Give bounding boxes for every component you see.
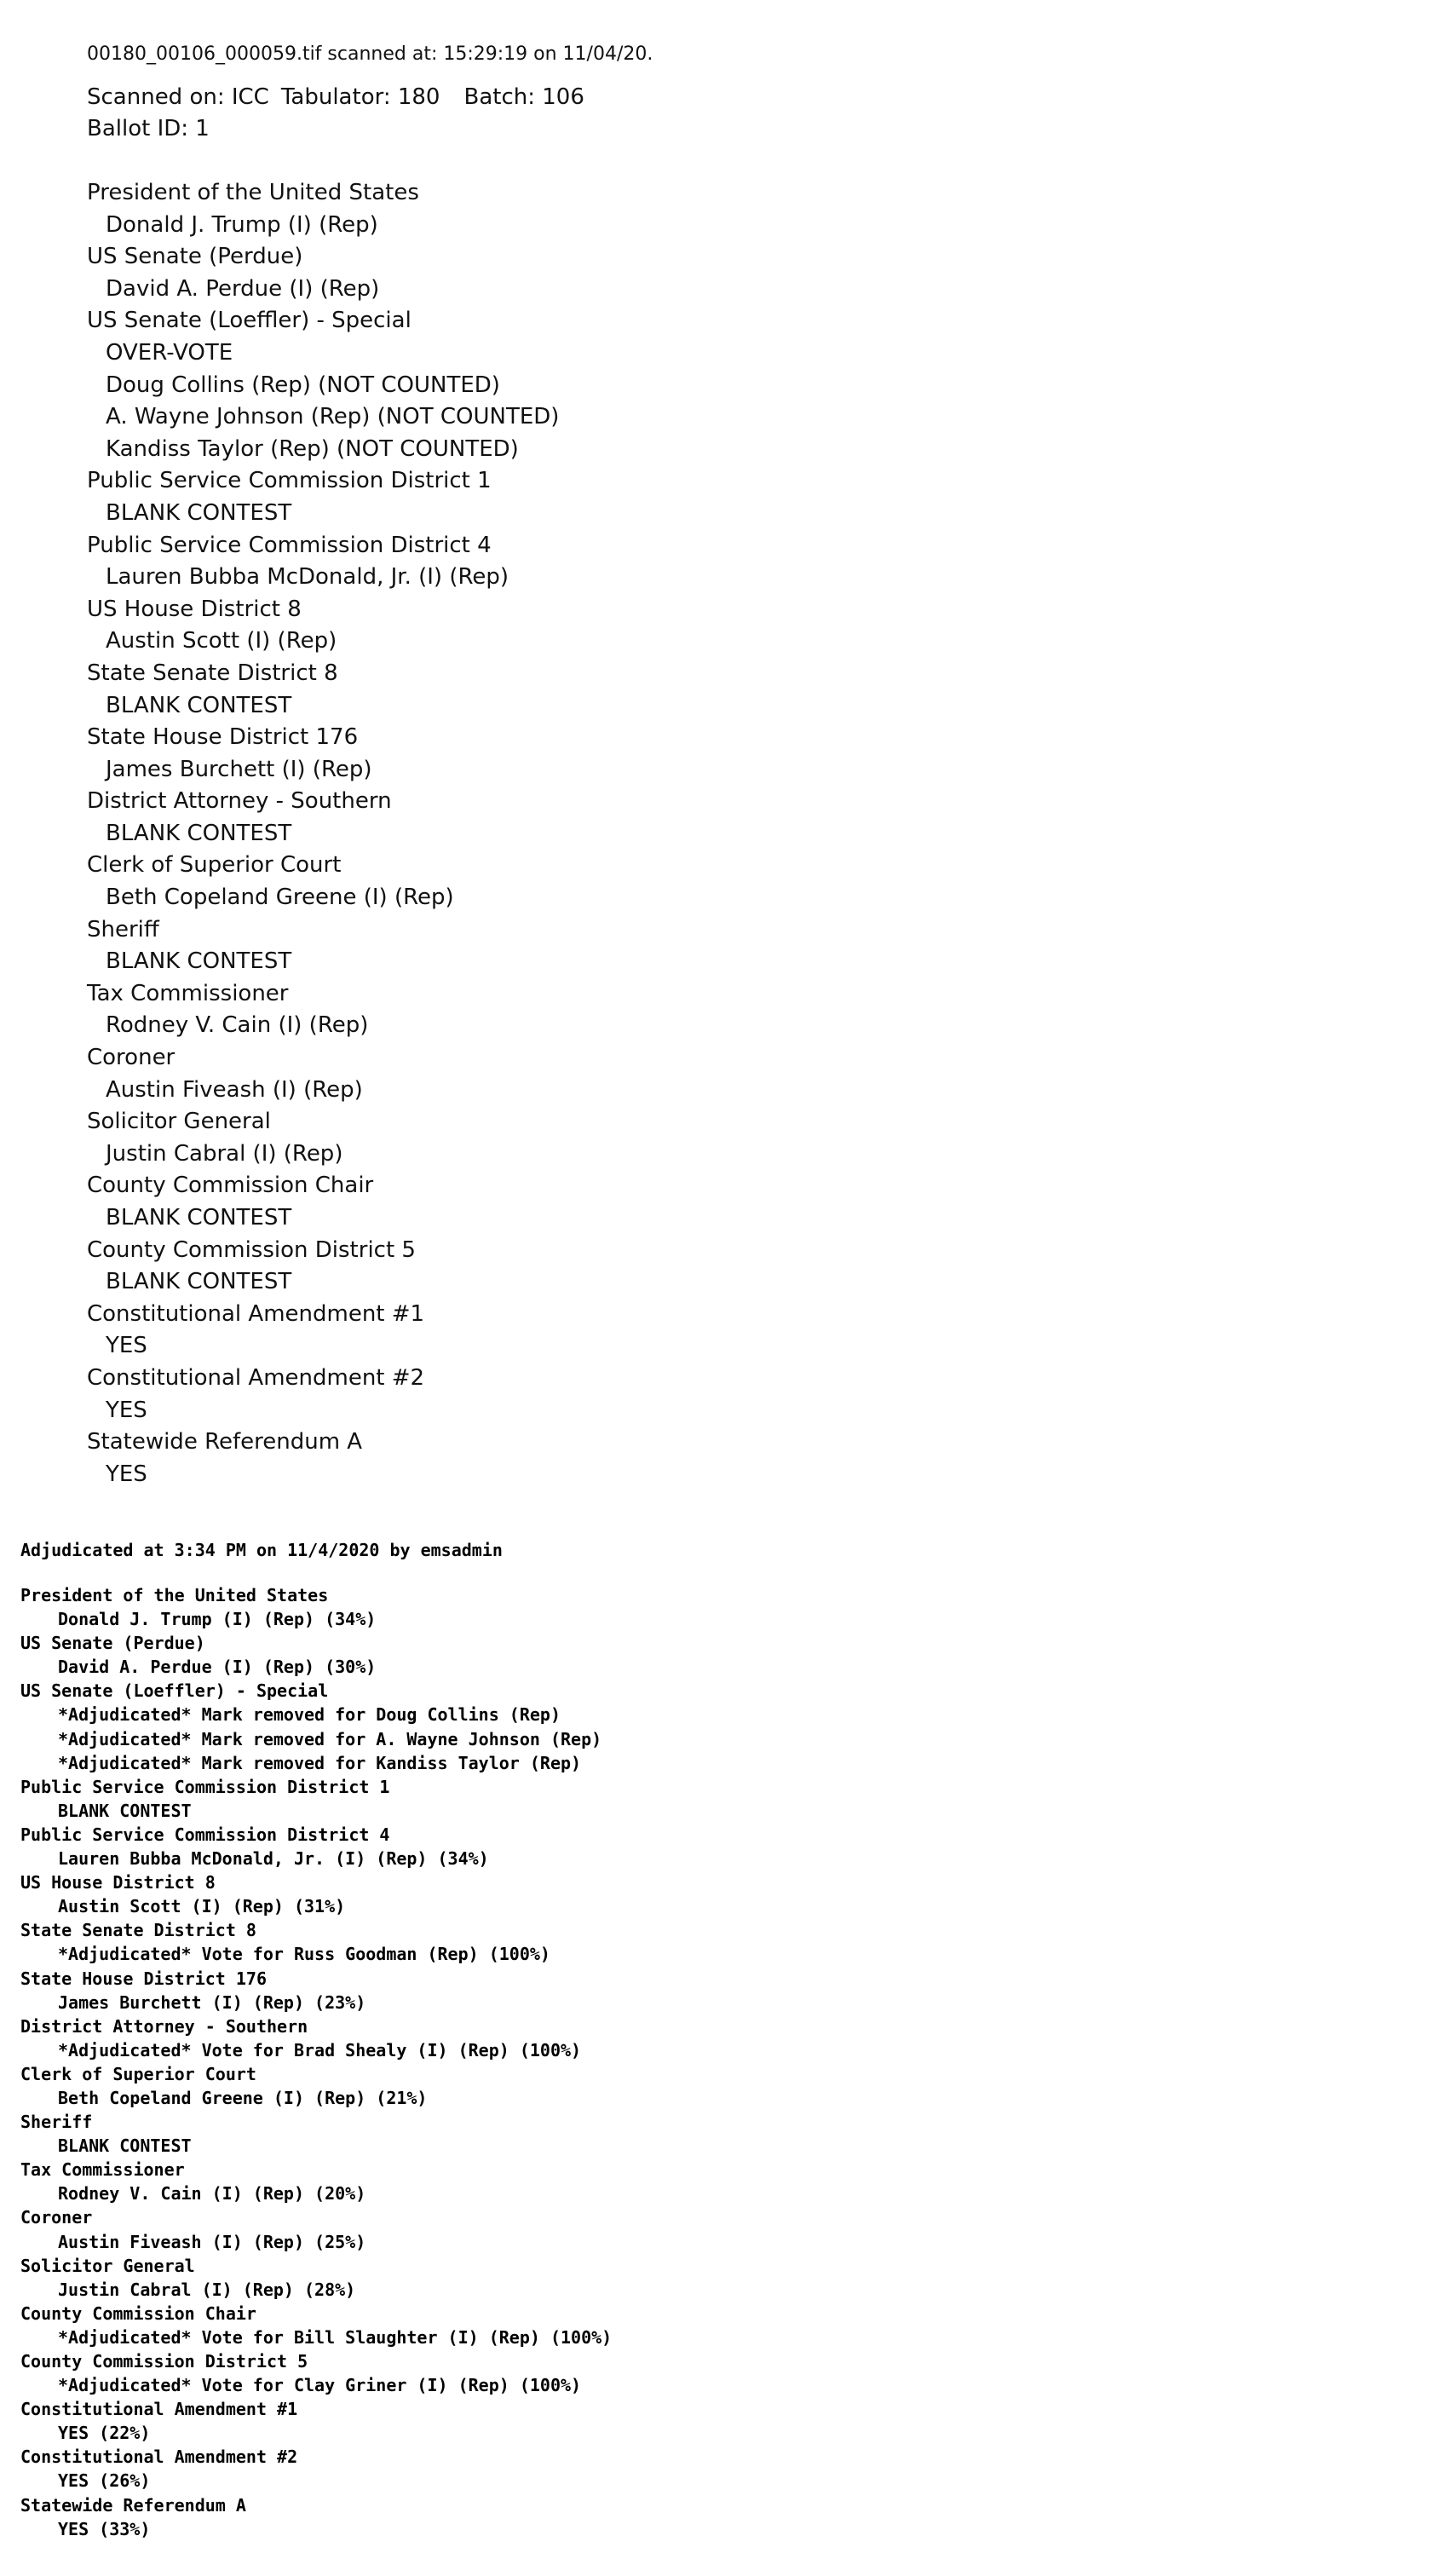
contest-selection: Doug Collins (Rep) (NOT COUNTED) xyxy=(106,372,500,398)
contest-name: Tax Commissioner xyxy=(87,980,289,1006)
tabulator: Tabulator: 180 xyxy=(280,84,440,110)
contest-selection: Justin Cabral (I) (Rep) xyxy=(106,1140,343,1167)
contest-selection: Beth Copeland Greene (I) (Rep) (21%) xyxy=(58,2087,428,2108)
contest-name: District Attorney - Southern xyxy=(87,788,392,815)
contest-selection: YES (26%) xyxy=(58,2470,151,2492)
contest-name: Public Service Commission District 1 xyxy=(20,1776,390,1797)
scan-section xyxy=(87,39,653,1490)
contest-name: Statewide Referendum A xyxy=(20,2494,246,2516)
contest-selection: BLANK CONTEST xyxy=(106,692,292,718)
contest-name: US Senate (Loeffler) - Special xyxy=(87,308,411,334)
contest-selection: Austin Scott (I) (Rep) (31%) xyxy=(58,1896,346,1917)
contest-selection: Austin Scott (I) (Rep) xyxy=(106,628,337,654)
contest-selection: YES (22%) xyxy=(58,2423,151,2444)
contest-name: County Commission District 5 xyxy=(20,2351,308,2372)
contest-name: Sheriff xyxy=(87,916,159,942)
contest-selection: Donald J. Trump (I) (Rep) (34%) xyxy=(58,1609,377,1630)
contest-name: Clerk of Superior Court xyxy=(20,2063,256,2084)
contest-name: US House District 8 xyxy=(20,1872,216,1893)
contest-selection: Rodney V. Cain (I) (Rep) (20%) xyxy=(58,2183,366,2205)
contest-name: Coroner xyxy=(20,2207,93,2228)
contest-name: State House District 176 xyxy=(20,1968,267,1989)
contest-name: Coroner xyxy=(87,1045,176,1071)
contest-name: County Commission District 5 xyxy=(87,1236,416,1263)
contest-selection: Rodney V. Cain (I) (Rep) xyxy=(106,1012,369,1039)
contest-selection: A. Wayne Johnson (Rep) (NOT COUNTED) xyxy=(106,404,560,430)
contest-selection: BLANK CONTEST xyxy=(58,2135,192,2157)
scan-info-line xyxy=(87,82,653,113)
contest-name: Public Service Commission District 4 xyxy=(20,1824,390,1845)
contest-name: State Senate District 8 xyxy=(20,1920,256,1941)
adjudication-header: Adjudicated at 3:34 PM on 11/4/2020 by emsadmin xyxy=(20,1540,503,1560)
contest-selection: BLANK CONTEST xyxy=(106,1205,292,1231)
contest-selection: James Burchett (I) (Rep) xyxy=(106,756,372,782)
contest-selection: Austin Fiveash (I) (Rep) xyxy=(106,1076,363,1103)
batch: Batch: 106 xyxy=(463,84,584,110)
scan-meta xyxy=(87,82,653,145)
contest-selection: YES (33%) xyxy=(58,2518,151,2539)
ballot-contest-list xyxy=(87,177,653,1490)
ballot-id: Ballot ID: 1 xyxy=(87,116,210,141)
contest-selection: BLANK CONTEST xyxy=(106,948,292,975)
contest-selection: Austin Fiveash (I) (Rep) (25%) xyxy=(58,2231,366,2252)
contest-selection: Kandiss Taylor (Rep) (NOT COUNTED) xyxy=(106,435,519,462)
contest-selection: *Adjudicated* Vote for Brad Shealy (I) (Rep) (100%) xyxy=(58,2039,582,2060)
contest-selection: OVER-VOTE xyxy=(106,339,233,366)
contest-selection: *Adjudicated* Mark removed for A. Wayne Johnson (Rep) xyxy=(58,1728,602,1749)
contest-name: Statewide Referendum A xyxy=(87,1429,363,1455)
contest-selection: David A. Perdue (I) (Rep) xyxy=(106,275,380,302)
contest-name: US Senate (Loeffler) - Special xyxy=(20,1680,329,1702)
contest-selection: *Adjudicated* Vote for Clay Griner (I) (Rep) (100%) xyxy=(58,2375,582,2396)
contest-selection: James Burchett (I) (Rep) (23%) xyxy=(58,1991,366,2013)
contest-name: Constitutional Amendment #1 xyxy=(20,2399,298,2420)
contest-name: US House District 8 xyxy=(87,596,302,622)
contest-selection: Beth Copeland Greene (I) (Rep) xyxy=(106,885,454,911)
contest-name: Public Service Commission District 4 xyxy=(87,532,492,558)
contest-name: Constitutional Amendment #2 xyxy=(20,2447,298,2468)
contest-selection: BLANK CONTEST xyxy=(106,499,292,526)
scan-header: 00180_00106_000059.tif scanned at: 15:29:19 on 11/04/20. xyxy=(87,43,653,65)
contest-name: County Commission Chair xyxy=(87,1173,374,1199)
contest-selection: YES xyxy=(106,1333,147,1359)
contest-selection: Justin Cabral (I) (Rep) (28%) xyxy=(58,2279,356,2300)
contest-selection: YES xyxy=(106,1397,147,1423)
contest-selection: Donald J. Trump (I) (Rep) xyxy=(106,211,378,238)
contest-name: Constitutional Amendment #1 xyxy=(87,1300,425,1327)
contest-name: Sheriff xyxy=(20,2112,93,2133)
adjudicated-contest-list xyxy=(20,1583,612,2541)
contest-name: US Senate (Perdue) xyxy=(20,1633,205,1654)
contest-selection: BLANK CONTEST xyxy=(58,1800,192,1821)
contest-name: County Commission Chair xyxy=(20,2303,256,2324)
contest-name: Tax Commissioner xyxy=(20,2159,185,2181)
contest-selection: *Adjudicated* Vote for Bill Slaughter (I) (Rep) (100%) xyxy=(58,2326,613,2348)
contest-name: Clerk of Superior Court xyxy=(87,852,342,879)
contest-name: Solicitor General xyxy=(20,2255,195,2276)
contest-name: Public Service Commission District 1 xyxy=(87,468,492,494)
contest-name: President of the United States xyxy=(87,180,419,205)
contest-selection: Lauren Bubba McDonald, Jr. (I) (Rep) (34%) xyxy=(58,1848,489,1870)
contest-name: Constitutional Amendment #2 xyxy=(87,1364,425,1391)
contest-selection: *Adjudicated* Vote for Russ Goodman (Rep) (100%) xyxy=(58,1944,550,1965)
contest-selection: *Adjudicated* Mark removed for Doug Collins (Rep) xyxy=(58,1704,561,1726)
scanned-on: Scanned on: ICC xyxy=(87,84,269,110)
contest-name: District Attorney - Southern xyxy=(20,2015,308,2037)
contest-selection: Lauren Bubba McDonald, Jr. (I) (Rep) xyxy=(106,564,509,591)
contest-selection: YES xyxy=(106,1461,147,1487)
contest-name: State House District 176 xyxy=(87,724,359,751)
contest-selection: David A. Perdue (I) (Rep) (30%) xyxy=(58,1657,377,1678)
contest-name: US Senate (Perdue) xyxy=(87,244,303,270)
adjudication-section xyxy=(20,1537,612,2541)
contest-name: Solicitor General xyxy=(87,1109,271,1135)
contest-selection: BLANK CONTEST xyxy=(106,820,292,846)
contest-selection: *Adjudicated* Mark removed for Kandiss Taylor (Rep) xyxy=(58,1752,582,1773)
contest-name: State Senate District 8 xyxy=(87,660,338,686)
contest-name: President of the United States xyxy=(20,1585,329,1605)
contest-selection: BLANK CONTEST xyxy=(106,1269,292,1295)
